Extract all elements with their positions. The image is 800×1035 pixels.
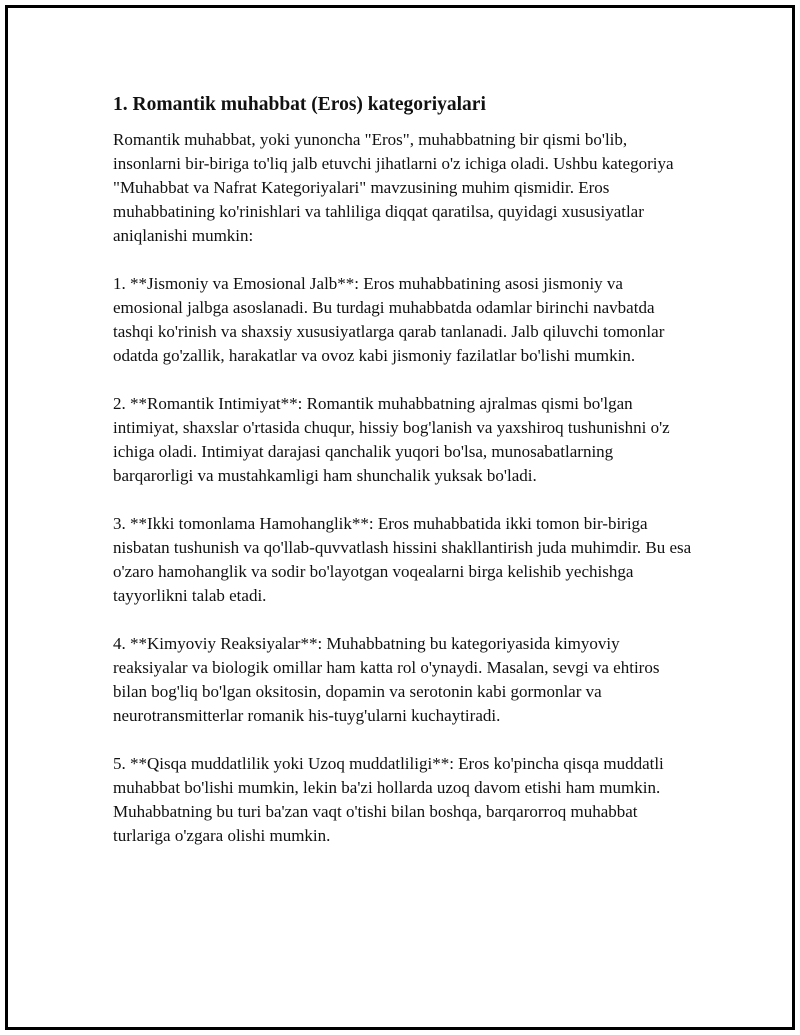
- document-body: [113, 92, 693, 872]
- point-2-paragraph: 2. **Romantik Intimiyat**: Romantik muhabbatning ajralmas qismi bo'lgan intimiyat, shaxslar o'rtasida chuqur, hissiy bog'lanish va yaxshiroq tushunishni o'z ichiga oladi. Intimiyat darajasi qanchalik yuqori bo'lsa, munosabatlarning barqarorligi va mustahkamligi ham shunchalik yuksak bo'ladi.: [113, 394, 670, 485]
- section-heading: 1. Romantik muhabbat (Eros) kategoriyalari: [113, 94, 486, 115]
- point-4-paragraph: 4. **Kimyoviy Reaksiyalar**: Muhabbatning bu kategoriyasida kimyoviy reaksiyalar va biologik omillar ham katta rol o'ynaydi. Masalan, sevgi va ehtiros bilan bog'liq bo'lgan oksitosin, dopamin va serotonin kabi gormonlar va neurotransmitterlar romanik his-tuyg'ularni kuchaytiradi.: [113, 634, 660, 725]
- point-1-paragraph: 1. **Jismoniy va Emosional Jalb**: Eros muhabbatining asosi jismoniy va emosional jalbga asoslanadi. Bu turdagi muhabbatda odamlar birinchi navbatda tashqi ko'rinish va shaxsiy xususiyatlarga qarab tanlanadi. Jalb qiluvchi tomonlar odatda go'zallik, harakatlar va ovoz kabi jismoniy fazilatlar bo'lishi mumkin.: [113, 274, 665, 365]
- point-5-paragraph: 5. **Qisqa muddatlilik yoki Uzoq muddatliligi**: Eros ko'pincha qisqa muddatli muhabbat bo'lishi mumkin, lekin ba'zi hollarda uzoq davom etishi ham mumkin. Muhabbatning bu turi ba'zan vaqt o'tishi bilan boshqa, barqarorroq muhabbat turlariga o'zgara olishi mumkin.: [113, 754, 664, 845]
- intro-paragraph: Romantik muhabbat, yoki yunoncha "Eros", muhabbatning bir qismi bo'lib, insonlarni bir-biriga to'liq jalb etuvchi jihatlarni o'z ichiga oladi. Ushbu kategoriya "Muhabbat va Nafrat Kategoriyalari" mavzusining muhim qismidir. Eros muhabbatining ko'rinishlari va tahliliga diqqat qaratilsa, quyidagi xususiyatlar aniqlanishi mumkin:: [113, 130, 674, 245]
- point-3-paragraph: 3. **Ikki tomonlama Hamohanglik**: Eros muhabbatida ikki tomon bir-biriga nisbatan tushunish va qo'llab-quvvatlash hissini shakllantirish juda muhimdir. Bu esa o'zaro hamohanglik va sodir bo'layotgan voqealarni birga kelishib yechishga tayyorlikni talab etadi.: [113, 514, 692, 605]
